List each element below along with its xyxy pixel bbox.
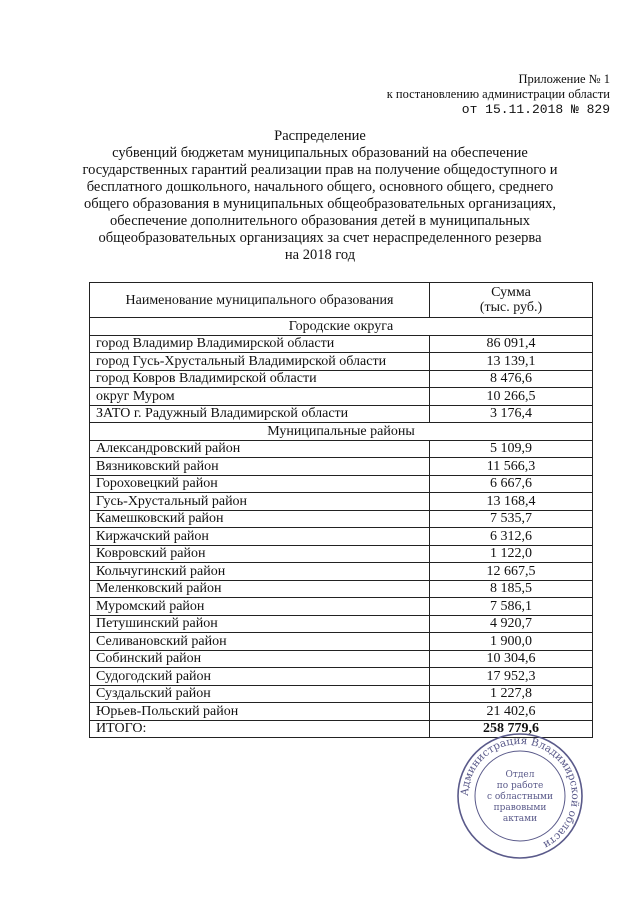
table-body: [90, 318, 593, 738]
total-label: ИТОГО:: [90, 720, 430, 738]
table-row: [90, 405, 593, 423]
table-row: [90, 685, 593, 703]
row-sum: 7 535,7: [430, 510, 593, 528]
row-name: Гусь-Хрустальный район: [90, 493, 430, 511]
row-name: Юрьев-Польский район: [90, 703, 430, 721]
row-sum: 13 139,1: [430, 353, 593, 371]
table-row: [90, 458, 593, 476]
table-row: [90, 475, 593, 493]
row-sum: 12 667,5: [430, 563, 593, 581]
row-name: Гороховецкий район: [90, 475, 430, 493]
table-row: [90, 668, 593, 686]
header-sum-line2: (тыс. руб.): [479, 300, 543, 315]
row-sum: 1 122,0: [430, 545, 593, 563]
distribution-table: [89, 282, 593, 738]
stamp-inner-line: актами: [502, 814, 538, 824]
section-urban: Городские округа: [90, 318, 593, 336]
row-name: Муромский район: [90, 598, 430, 616]
row-sum: 7 586,1: [430, 598, 593, 616]
row-sum: 5 109,9: [430, 440, 593, 458]
stamp-inner-line: Отдел: [505, 770, 535, 780]
title-line-4: бесплатного дошкольного, начального общего, основного общего, среднего: [86, 179, 554, 195]
row-sum: 11 566,3: [430, 458, 593, 476]
row-sum: 86 091,4: [430, 335, 593, 353]
header-name: Наименование муниципального образования: [90, 283, 430, 318]
table-row: [90, 563, 593, 581]
row-name: Селивановский район: [90, 633, 430, 651]
table-row: [90, 440, 593, 458]
stamp-inner-line: по работе: [496, 781, 544, 791]
row-name: ЗАТО г. Радужный Владимирской области: [90, 405, 430, 423]
title-line-2: субвенций бюджетам муниципальных образований на обеспечение: [112, 145, 528, 161]
stamp-inner-line: правовыми: [493, 803, 547, 813]
row-name: Кольчугинский район: [90, 563, 430, 581]
row-sum: 4 920,7: [430, 615, 593, 633]
row-name: город Ковров Владимирской области: [90, 370, 430, 388]
table-row: [90, 335, 593, 353]
stamp-outer-text: Администрация Владимирской области: [458, 734, 582, 851]
row-name: Петушинский район: [90, 615, 430, 633]
section-row: [90, 423, 593, 441]
table-row: [90, 580, 593, 598]
stamp-inner-line: с областными: [486, 792, 554, 802]
section-row: [90, 318, 593, 336]
row-sum: 17 952,3: [430, 668, 593, 686]
header-sum-line1: Сумма: [491, 285, 531, 300]
document-title: [0, 128, 640, 264]
title-line-7: общеобразовательных организациях за счет нераспределенного резерва: [98, 230, 542, 246]
table-row: [90, 388, 593, 406]
header-sum: [430, 283, 593, 318]
row-sum: 10 266,5: [430, 388, 593, 406]
title-line-5: общего образования в муниципальных общеобразовательных организациях,: [83, 196, 557, 212]
official-stamp: [456, 732, 584, 860]
table-row: [90, 545, 593, 563]
title-line-8: на 2018 год: [284, 247, 356, 263]
row-name: Собинский район: [90, 650, 430, 668]
row-name: Ковровский район: [90, 545, 430, 563]
row-sum: 1 227,8: [430, 685, 593, 703]
appendix-number: Приложение № 1: [518, 72, 610, 86]
title-line-3: государственных гарантий реализации прав на получение общедоступного и: [82, 162, 558, 178]
table-row: [90, 493, 593, 511]
table-row: [90, 598, 593, 616]
table-row: [90, 703, 593, 721]
table-row: [90, 510, 593, 528]
row-sum: 6 312,6: [430, 528, 593, 546]
row-sum: 13 168,4: [430, 493, 593, 511]
row-sum: 6 667,6: [430, 475, 593, 493]
table-row: [90, 633, 593, 651]
row-sum: 8 476,6: [430, 370, 593, 388]
table-row: [90, 650, 593, 668]
appendix-resolution: к постановлению администрации области: [386, 87, 610, 101]
row-sum: 21 402,6: [430, 703, 593, 721]
row-name: Меленковский район: [90, 580, 430, 598]
table-header-row: [90, 283, 593, 318]
row-name: Вязниковский район: [90, 458, 430, 476]
appendix-date-number: от 15.11.2018 № 829: [461, 102, 610, 117]
row-sum: 8 185,5: [430, 580, 593, 598]
total-sum: 258 779,6: [430, 720, 593, 738]
row-sum: 10 304,6: [430, 650, 593, 668]
appendix-header: [387, 72, 610, 117]
title-line-1: Распределение: [274, 128, 366, 144]
row-name: город Гусь-Хрустальный Владимирской области: [90, 353, 430, 371]
table-row: [90, 353, 593, 371]
row-name: Александровский район: [90, 440, 430, 458]
row-name: Судогодский район: [90, 668, 430, 686]
row-name: город Владимир Владимирской области: [90, 335, 430, 353]
table-row: [90, 528, 593, 546]
table-row: [90, 370, 593, 388]
title-line-6: обеспечение дополнительного образования детей в муниципальных: [109, 213, 531, 229]
row-name: Киржачский район: [90, 528, 430, 546]
row-name: Камешковский район: [90, 510, 430, 528]
section-districts: Муниципальные районы: [90, 423, 593, 441]
table-row: [90, 615, 593, 633]
row-sum: 1 900,0: [430, 633, 593, 651]
row-name: округ Муром: [90, 388, 430, 406]
row-name: Суздальский район: [90, 685, 430, 703]
stamp-inner-text: [487, 770, 553, 824]
row-sum: 3 176,4: [430, 405, 593, 423]
